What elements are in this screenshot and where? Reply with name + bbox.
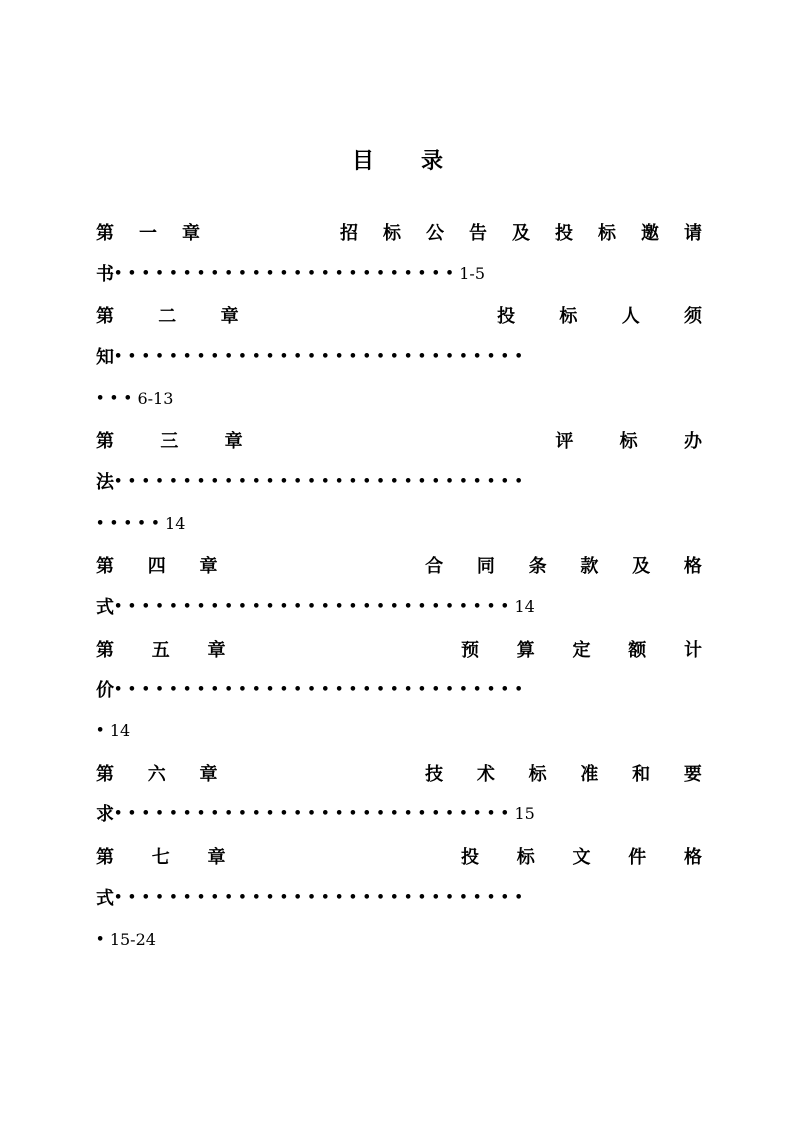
toc-entry-2-leader <box>96 344 702 368</box>
chapter-char: 第 <box>96 640 114 661</box>
dot-leader: •••••••••••••••••••••••••••••• <box>114 681 529 697</box>
toc-entry-7-leader-cont <box>96 927 702 951</box>
toc-title-char-2: 录 <box>421 148 444 174</box>
title-char: 请 <box>684 223 702 244</box>
toc-entry-6-leader <box>96 801 702 825</box>
title-char: 标 <box>598 223 616 244</box>
chapter-char: 第 <box>96 764 114 785</box>
title-char: 和 <box>632 764 651 785</box>
title-char: 价 <box>96 680 114 701</box>
page-number: 15-24 <box>109 929 156 949</box>
chapter-char: 七 <box>151 847 170 868</box>
title-char: 定 <box>572 640 591 661</box>
title-char: 准 <box>580 764 599 785</box>
title-char: 邀 <box>641 223 659 244</box>
title-char: 预 <box>461 640 479 661</box>
title-char: 公 <box>426 223 444 244</box>
toc-title <box>0 144 794 174</box>
dot-leader: ••••••••••••••••••••••••• <box>114 265 460 281</box>
toc-entry-3-heading <box>96 427 702 451</box>
chapter-char: 五 <box>151 640 170 661</box>
dot-leader: •••••••••••••••••••••••••••••• <box>114 473 529 489</box>
title-char: 须 <box>683 306 702 327</box>
title-char: 投 <box>461 847 479 868</box>
title-char: 求 <box>96 804 114 825</box>
title-char: 法 <box>96 472 114 493</box>
chapter-char: 第 <box>96 223 114 244</box>
title-char: 式 <box>96 888 114 909</box>
page-number: 1-5 <box>459 263 485 283</box>
title-char: 条 <box>528 556 547 577</box>
dot-leader: • <box>96 722 110 738</box>
page-number: 14 <box>514 596 535 616</box>
toc-entry-3-leader <box>96 469 702 493</box>
toc-entry-5-leader <box>96 677 702 701</box>
toc-entry-1-heading <box>96 219 702 243</box>
toc-entry-4-leader <box>96 594 702 618</box>
title-char: 式 <box>96 597 114 618</box>
title-char: 标 <box>619 431 638 452</box>
title-char: 算 <box>516 640 535 661</box>
toc-title-char-1: 目 <box>352 148 375 174</box>
page-number: 6-13 <box>137 388 174 408</box>
title-char: 投 <box>555 223 573 244</box>
title-char: 招 <box>340 223 358 244</box>
title-char: 要 <box>683 764 702 785</box>
chapter-char: 四 <box>147 556 166 577</box>
title-char: 及 <box>512 223 530 244</box>
chapter-char: 第 <box>96 306 114 327</box>
chapter-char: 章 <box>224 431 243 452</box>
page-number: 14 <box>109 720 131 740</box>
chapter-char: 一 <box>139 223 157 244</box>
title-char: 评 <box>555 431 574 452</box>
title-char: 投 <box>497 306 516 327</box>
toc-entry-1-leader <box>96 261 702 285</box>
title-char: 文 <box>572 847 591 868</box>
toc-entry-4-heading <box>96 552 702 576</box>
toc-entry-6-heading <box>96 760 702 784</box>
title-char: 标 <box>528 764 547 785</box>
dot-leader: •••••••••••••••••••••••••••••• <box>114 889 529 905</box>
title-char: 额 <box>628 640 647 661</box>
dot-leader: •••••••••••••••••••••••••••••• <box>114 348 529 364</box>
chapter-char: 六 <box>147 764 166 785</box>
chapter-char: 章 <box>220 306 239 327</box>
title-char: 术 <box>476 764 495 785</box>
page-number: 14 <box>165 513 186 533</box>
title-char: 款 <box>580 556 599 577</box>
toc-entry-7-heading <box>96 843 702 867</box>
toc-entry-7-leader <box>96 885 702 909</box>
chapter-char: 二 <box>158 306 177 327</box>
title-char: 书 <box>96 264 114 285</box>
dot-leader: ••••••••••••••••••••••••••••• <box>114 598 515 614</box>
title-char: 及 <box>632 556 651 577</box>
title-char: 标 <box>559 306 578 327</box>
title-char: 告 <box>469 223 487 244</box>
title-char: 格 <box>683 556 702 577</box>
title-char: 技 <box>425 764 444 785</box>
chapter-char: 章 <box>207 640 226 661</box>
title-char: 计 <box>684 640 702 661</box>
title-char: 合 <box>425 556 444 577</box>
toc-entry-5-leader-cont <box>96 718 702 742</box>
chapter-char: 章 <box>199 556 218 577</box>
toc-entry-3-leader-cont <box>96 511 702 535</box>
chapter-char: 第 <box>96 431 114 452</box>
title-char: 件 <box>628 847 647 868</box>
chapter-char: 章 <box>199 764 218 785</box>
title-char: 办 <box>683 431 702 452</box>
title-char: 标 <box>383 223 401 244</box>
chapter-char: 三 <box>160 431 179 452</box>
chapter-char: 第 <box>96 556 114 577</box>
dot-leader: ••• <box>96 390 138 406</box>
chapter-char: 章 <box>207 847 226 868</box>
title-char: 格 <box>684 847 702 868</box>
toc-entry-5-heading <box>96 636 702 660</box>
title-char: 同 <box>476 556 495 577</box>
chapter-char: 第 <box>96 847 114 868</box>
chapter-char: 章 <box>182 223 200 244</box>
dot-leader: ••••••••••••••••••••••••••••• <box>114 805 515 821</box>
toc-entry-2-leader-cont <box>96 386 702 410</box>
toc-entry-2-heading <box>96 302 702 326</box>
dot-leader: ••••• <box>96 515 166 531</box>
dot-leader: • <box>96 931 110 947</box>
page-number: 15 <box>514 803 535 823</box>
title-char: 知 <box>96 347 114 368</box>
title-char: 人 <box>621 306 640 327</box>
title-char: 标 <box>516 847 535 868</box>
